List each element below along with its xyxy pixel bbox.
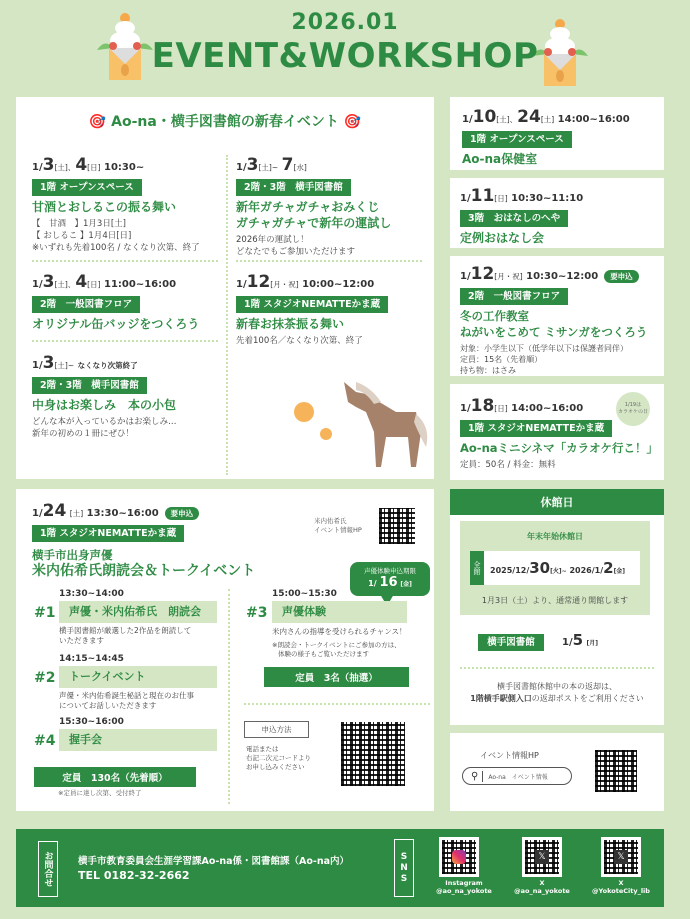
event-title: 米内佑希氏朗読会＆トークイベント [32, 563, 256, 579]
qr-code-apply[interactable] [338, 719, 408, 789]
event-matcha: 1/12[月・祝] 10:00~12:00 1階 スタジオNEMATTEかま蔵 新春お抹茶振る舞い 先着100名／なくなり次第、終了 [236, 272, 426, 347]
sns-label: SNS [394, 839, 414, 897]
hamaya-icon: 🎯 [343, 114, 362, 130]
divider [244, 703, 430, 705]
event-title: オリジナル缶バッジをつくろう [32, 317, 200, 331]
event-title: 新春お抹茶振る舞い [236, 317, 345, 331]
event-minicinema: 1/19は カラオケの日 1/18[日] 14:00~16:00 1階 スタジオNEMATTEかま蔵 Ao-naミニシネマ「カラオケ行こ！」 定員：50名 / 料金：無料 [450, 384, 664, 480]
event-amazake: 1/3[土]、4[日] 10:30~ 1階 オープンスペース 甘酒とおしるこの振る舞い 【 甘酒 】1月3日[土] 【 おしるこ 】1月4日[日] ※いずれも先着100名 / なくなり次第、終了 [32, 155, 222, 254]
divider [226, 155, 228, 475]
capacity-main: 定員 130名（先着順） [34, 767, 196, 787]
sns-x-aona[interactable]: 𝕏 X @ao_na_yokote [512, 837, 572, 895]
qr-code-event-hp[interactable] [592, 747, 640, 795]
x-icon: 𝕏 [535, 850, 549, 864]
hp-label: イベント情報HP [480, 751, 539, 760]
search-icon: ⚲ [471, 771, 483, 782]
event-ohanashikai: 1/11[日] 10:30~11:10 3階 おはなしのへや 定例おはなし会 [450, 178, 664, 248]
event-badge: 1/3[土]、4[日] 11:00~16:00 2階 一般図書フロア オリジナル缶バッジをつくろう [32, 272, 222, 332]
location-tag: 1階 スタジオNEMATTEかま蔵 [460, 420, 612, 437]
contact-label: お問合せ [38, 841, 58, 897]
capacity-voice: 定員 3名（抽選） [264, 667, 409, 687]
event-subtitle: 横手市出身声優 [32, 548, 113, 562]
event-title: 甘酒とおしるこの振る舞い [32, 200, 177, 214]
contact-org: 横手市教育委員会生涯学習課Ao-na係・図書館課（Ao-na内） [78, 856, 349, 867]
karaoke-day-circle: 1/19は カラオケの日 [616, 392, 650, 426]
library-tag: 横手図書館 [478, 634, 544, 651]
location-tag: 2階・3階 横手図書館 [236, 179, 351, 196]
instagram-icon [452, 850, 466, 864]
event-hp-panel [450, 733, 664, 811]
apply-required-badge: 要申込 [604, 270, 639, 283]
return-notice: 横手図書館休館中の本の返却は、 1階横手駅側入口の返却ポストをご利用ください [470, 682, 644, 703]
apply-method-label: 申込方法 [244, 721, 309, 738]
event-title: 冬の工作教室 ねがいをこめて ミサンガをつくろう [460, 309, 648, 339]
location-tag: 1階 スタジオNEMATTEかま蔵 [32, 525, 184, 542]
program-3: 15:00~15:30 #3 声優体験 米内さんの指導を受けられるチャンス！ ※朗読会・トークイベントにご参加の方は、 体験の様子もご覧いただけます [246, 589, 407, 658]
closed-header: 休館日 [450, 489, 664, 515]
program-4: 15:30~16:00 #4 握手会 [32, 717, 217, 751]
event-title: Ao-na保健室 [462, 152, 538, 166]
capacity-note: ※定員に達し次第、受付終了 [58, 789, 142, 797]
event-gacha: 1/3[土]~ 7[水] 2階・3階 横手図書館 新年ガチャガチャおみくじ ガチャガチャで新年の運試し 2026年の運試し！ どなたでもご参加いただけます [236, 155, 426, 258]
apply-method-text: 電話または 右記二次元コードより お申し込みください [246, 745, 311, 771]
location-tag: 1階 スタジオNEMATTEかま蔵 [236, 296, 388, 313]
location-tag: 2階 一般図書フロア [460, 288, 568, 305]
event-title: 中身はお楽しみ 本の小包 [32, 398, 177, 412]
hp-label: 米内佑希氏 イベント情報HP [314, 517, 362, 534]
sns-instagram[interactable]: Instagram @ao_na_yokote [434, 837, 494, 895]
event-title: 新年ガチャガチャおみくじ ガチャガチャで新年の運試し [236, 200, 392, 230]
search-box[interactable]: ⚲ Ao-na イベント情報 [462, 767, 572, 785]
program-2: 14:15~14:45 #2 トークイベント 声優・米内佑希誕生秘話と現在のお仕事 についてお話しいただきます [32, 654, 217, 711]
x-icon: 𝕏 [614, 850, 628, 864]
voice-actor-event-panel: 1/24 [土] 13:30~16:00 要申込 1階 スタジオNEMATTEかま蔵 横手市出身声優 米内佑希氏朗読会＆トークイベント 米内佑希氏 イベント情報HP 声優体験申込期限 1/ 16 [金] 13:30~14:00 #1 声優・米内佑希氏 朗読会 横手図書館が厳選した2作品を朗読して いただきます 14:15~14:45 #2 トークイベント 声優・米内佑希誕生秘話と現在のお仕事 についてお話しいただきます 15:30~16:00 #4 握手会 定員 130名（先着順） ※定員に達し次第、受付終了 15:00~15:30 #3 声優体験 米内さんの指導を受けられるチャンス！ ※朗読会・トークイベントにご参加の方は、 体験の様子もご覧いただけます 定員 3名（抽選） 申込方法 電話または 右記二次元コードより お申し込みください [16, 489, 434, 811]
location-tag: 2階・3階 横手図書館 [32, 377, 147, 394]
divider [236, 260, 422, 262]
divider [460, 667, 654, 669]
event-title: Ao-naミニシネマ「カラオケ行こ！」 [460, 441, 658, 455]
event-title: 定例おはなし会 [460, 231, 545, 245]
footer [16, 829, 664, 907]
location-tag: 2階 一般図書フロア [32, 296, 140, 313]
location-tag: 3階 おはなしのへや [460, 210, 568, 227]
header-title: EVENT&WORKSHOP [151, 36, 539, 76]
location-tag: 1階 オープンスペース [462, 131, 572, 148]
event-misanga: 1/12[月・祝] 10:30~12:00 要申込 2階 一般図書フロア 冬の工作教室 ねがいをこめて ミサンガをつくろう 対象：小学生以下（低学年以下は保護者同伴） 定員：15名（先着順） 持ち物：はさみ [450, 256, 664, 376]
event-book-package: 1/3[土]~ なくなり次第終了 2階・3階 横手図書館 中身はお楽しみ 本の小包 どんな本が入っているかはお楽しみ… 新年の初めの１冊にぜひ！ [32, 353, 222, 440]
new-year-closure: 年末年始休館日 全館 2025/12/30[火]~ 2026/1/2[金] 1月3日（土）より、通常通り開館します [460, 521, 650, 615]
qr-code-hp[interactable] [376, 505, 418, 547]
location-tag: 1階 オープンスペース [32, 179, 142, 196]
apply-required-badge: 要申込 [165, 507, 200, 520]
contact-tel: TEL 0182-32-2662 [78, 869, 190, 882]
program-1: 13:30~14:00 #1 声優・米内佑希氏 朗読会 横手図書館が厳選した2作品を朗読して いただきます [32, 589, 217, 646]
divider [228, 589, 230, 804]
divider [32, 340, 218, 342]
library-closed-date: 1/5 [月] [562, 631, 599, 649]
header-year: 2026.01 [291, 10, 399, 35]
deadline-bubble: 声優体験申込期限 1/ 16 [金] [350, 562, 430, 596]
sns-x-lib[interactable]: 𝕏 X @YokoteCity_lib [586, 837, 656, 895]
horse-illustration-icon [286, 372, 436, 472]
divider [32, 260, 218, 262]
new-year-events-panel [16, 97, 434, 479]
event-hokenshitsu: 1/10[土]、24[土] 14:00~16:00 1階 オープンスペース Ao-na保健室 [450, 97, 664, 170]
panel-heading: 🎯 Ao-na・横手図書館の新春イベント 🎯 [88, 114, 362, 130]
closed-days-panel [450, 489, 664, 725]
hamaya-icon: 🎯 [88, 114, 107, 130]
